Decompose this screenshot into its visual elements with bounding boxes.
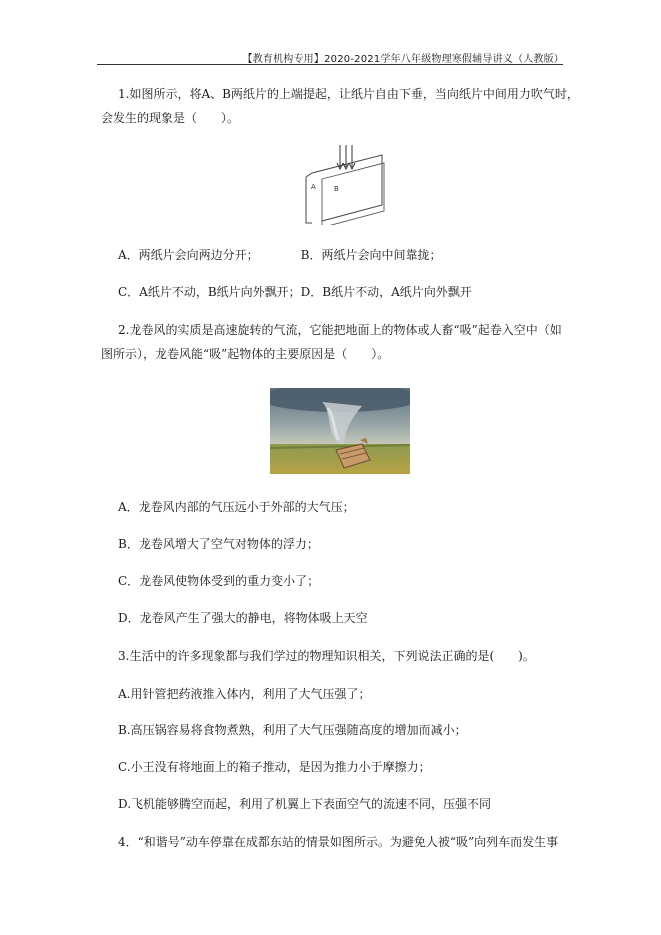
tornado-photo <box>270 388 410 474</box>
q3-option-b: B.高压锅容易将食物煮熟，利用了大气压强随高度的增加而减小； <box>118 723 467 737</box>
q3-option-d: D.飞机能够腾空而起，利用了机翼上下表面空气的流速不同，压强不同 <box>118 797 492 811</box>
sheet-a-label: A <box>311 183 316 191</box>
q4-stem-line1: 4．“和谐号”动车停靠在成都东站的情景如图所示。为避免人被“吸”向列车而发生事 <box>118 835 559 849</box>
q3-option-c: C.小王没有将地面上的箱子推动，是因为推力小于摩擦力； <box>118 760 431 774</box>
q2-option-b: B．龙卷风增大了空气对物体的浮力； <box>118 537 319 551</box>
sheet-b-label: B <box>334 185 339 193</box>
header-rule <box>97 64 563 65</box>
q2-option-d: D．龙卷风产生了强大的静电，将物体吸上天空 <box>118 611 368 625</box>
q2-option-a: A．龙卷风内部的气压远小于外部的大气压； <box>118 500 355 514</box>
q1-options-line1: A．两纸片会向两边分开； B．两纸片会向中间靠拢； <box>118 248 442 262</box>
paper-sheets-figure <box>300 145 390 225</box>
q2-stem-line2: 图所示），龙卷风能“吸”起物体的主要原因是（ ）。 <box>101 347 390 361</box>
q1-stem-line1: 1.如图所示，将A、B两纸片的上端提起，让纸片自由下垂，当向纸片中间用力吹气时， <box>118 87 579 101</box>
q3-option-a: A.用针管把药液推入体内，利用了大气压强了； <box>118 687 371 701</box>
page-header: 【教育机构专用】2020-2021学年八年级物理寒假辅导讲义（人教版） <box>242 54 564 65</box>
q2-option-c: C．龙卷风使物体受到的重力变小了； <box>118 574 320 588</box>
q1-stem-line2: 会发生的现象是（ ）。 <box>101 111 240 125</box>
q2-stem-line1: 2.龙卷风的实质是高速旋转的气流，它能把地面上的物体或人畜“吸”起卷入空中（如 <box>118 323 562 337</box>
q1-options-line2: C．A纸片不动，B纸片向外飘开；D．B纸片不动，A纸片向外飘开 <box>118 285 472 299</box>
q3-stem: 3.生活中的许多现象都与我们学过的物理知识相关，下列说法正确的是( )。 <box>118 649 535 663</box>
